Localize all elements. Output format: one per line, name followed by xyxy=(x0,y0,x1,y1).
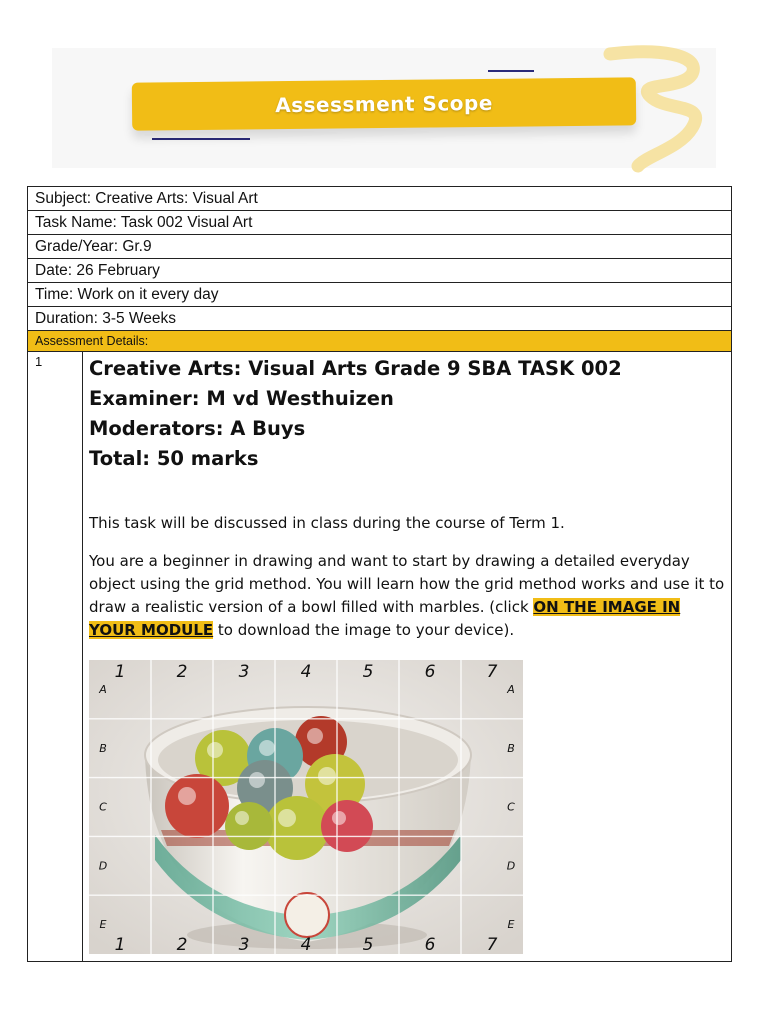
grid-col-label-top: 6 xyxy=(424,662,436,682)
task-name-row: Task Name: Task 002 Visual Art xyxy=(28,211,732,235)
grid-row-label-left: A xyxy=(99,683,107,696)
item-number: 1 xyxy=(28,352,83,962)
item-content xyxy=(83,352,732,962)
instructions-paragraph xyxy=(89,550,725,642)
duration-row: Duration: 3-5 Weeks xyxy=(28,307,732,331)
total-line: Total: 50 marks xyxy=(89,447,259,470)
page-title: Assessment Scope xyxy=(275,90,493,118)
grid-row-label-right: D xyxy=(506,859,516,873)
examiner-line: Examiner: M vd Westhuizen xyxy=(89,387,394,410)
intro-paragraph: This task will be discussed in class during the course of Term 1. xyxy=(89,514,565,532)
grid-col-label-top: 2 xyxy=(176,662,188,682)
grid-col-label-bottom: 1 xyxy=(114,935,126,954)
grid-row-label-left: B xyxy=(99,741,107,755)
grid-col-label-bottom: 5 xyxy=(362,935,374,954)
image-link[interactable]: ON THE IMAGE IN YOUR MODULE xyxy=(89,598,681,639)
decor-line xyxy=(152,138,250,140)
grid-col-label-top: 1 xyxy=(114,662,126,682)
grid-row-label-right: C xyxy=(507,800,515,814)
decor-line xyxy=(488,70,534,72)
subject-row: Subject: Creative Arts: Visual Art xyxy=(28,187,732,211)
grid-col-label-top: 5 xyxy=(362,662,374,682)
time-row: Time: Work on it every day xyxy=(28,283,732,307)
task-heading: Creative Arts: Visual Arts Grade 9 SBA TASK 002 xyxy=(89,357,622,380)
grid-row-label-right: B xyxy=(507,741,515,755)
grid-col-label-bottom: 3 xyxy=(238,935,250,954)
grid-col-label-bottom: 6 xyxy=(424,935,436,954)
date-row: Date: 26 February xyxy=(28,259,732,283)
grid-col-label-bottom: 2 xyxy=(176,935,188,954)
grid-col-label-bottom: 4 xyxy=(300,935,312,954)
grid-row-label-left: D xyxy=(98,859,108,873)
grade-row: Grade/Year: Gr.9 xyxy=(28,235,732,259)
grid-col-label-top: 3 xyxy=(238,662,250,682)
page-banner xyxy=(132,77,636,130)
instructions-text-end: to download the image to your device). xyxy=(213,621,515,639)
moderators-line: Moderators: A Buys xyxy=(89,417,306,440)
grid-col-label-bottom: 7 xyxy=(486,935,498,954)
assessment-table xyxy=(27,186,732,962)
assessment-details-label: Assessment Details: xyxy=(28,331,732,352)
instructions-text: You are a beginner in drawing and want to start by drawing a detailed everyday object using the grid method. You will learn how the grid method works and use it to draw a realistic version of a bowl filled with marbles. (click xyxy=(89,552,725,616)
grid-col-label-top: 7 xyxy=(486,662,498,682)
marble-bowl-photo xyxy=(89,660,523,954)
grid-row-label-right: A xyxy=(507,683,515,696)
grid-col-label-top: 4 xyxy=(300,662,312,682)
marble-bowl-grid-image[interactable] xyxy=(89,660,523,954)
grid-row-label-left: E xyxy=(99,918,107,932)
grid-row-label-left: C xyxy=(99,800,107,814)
grid-row-label-right: E xyxy=(507,918,515,932)
